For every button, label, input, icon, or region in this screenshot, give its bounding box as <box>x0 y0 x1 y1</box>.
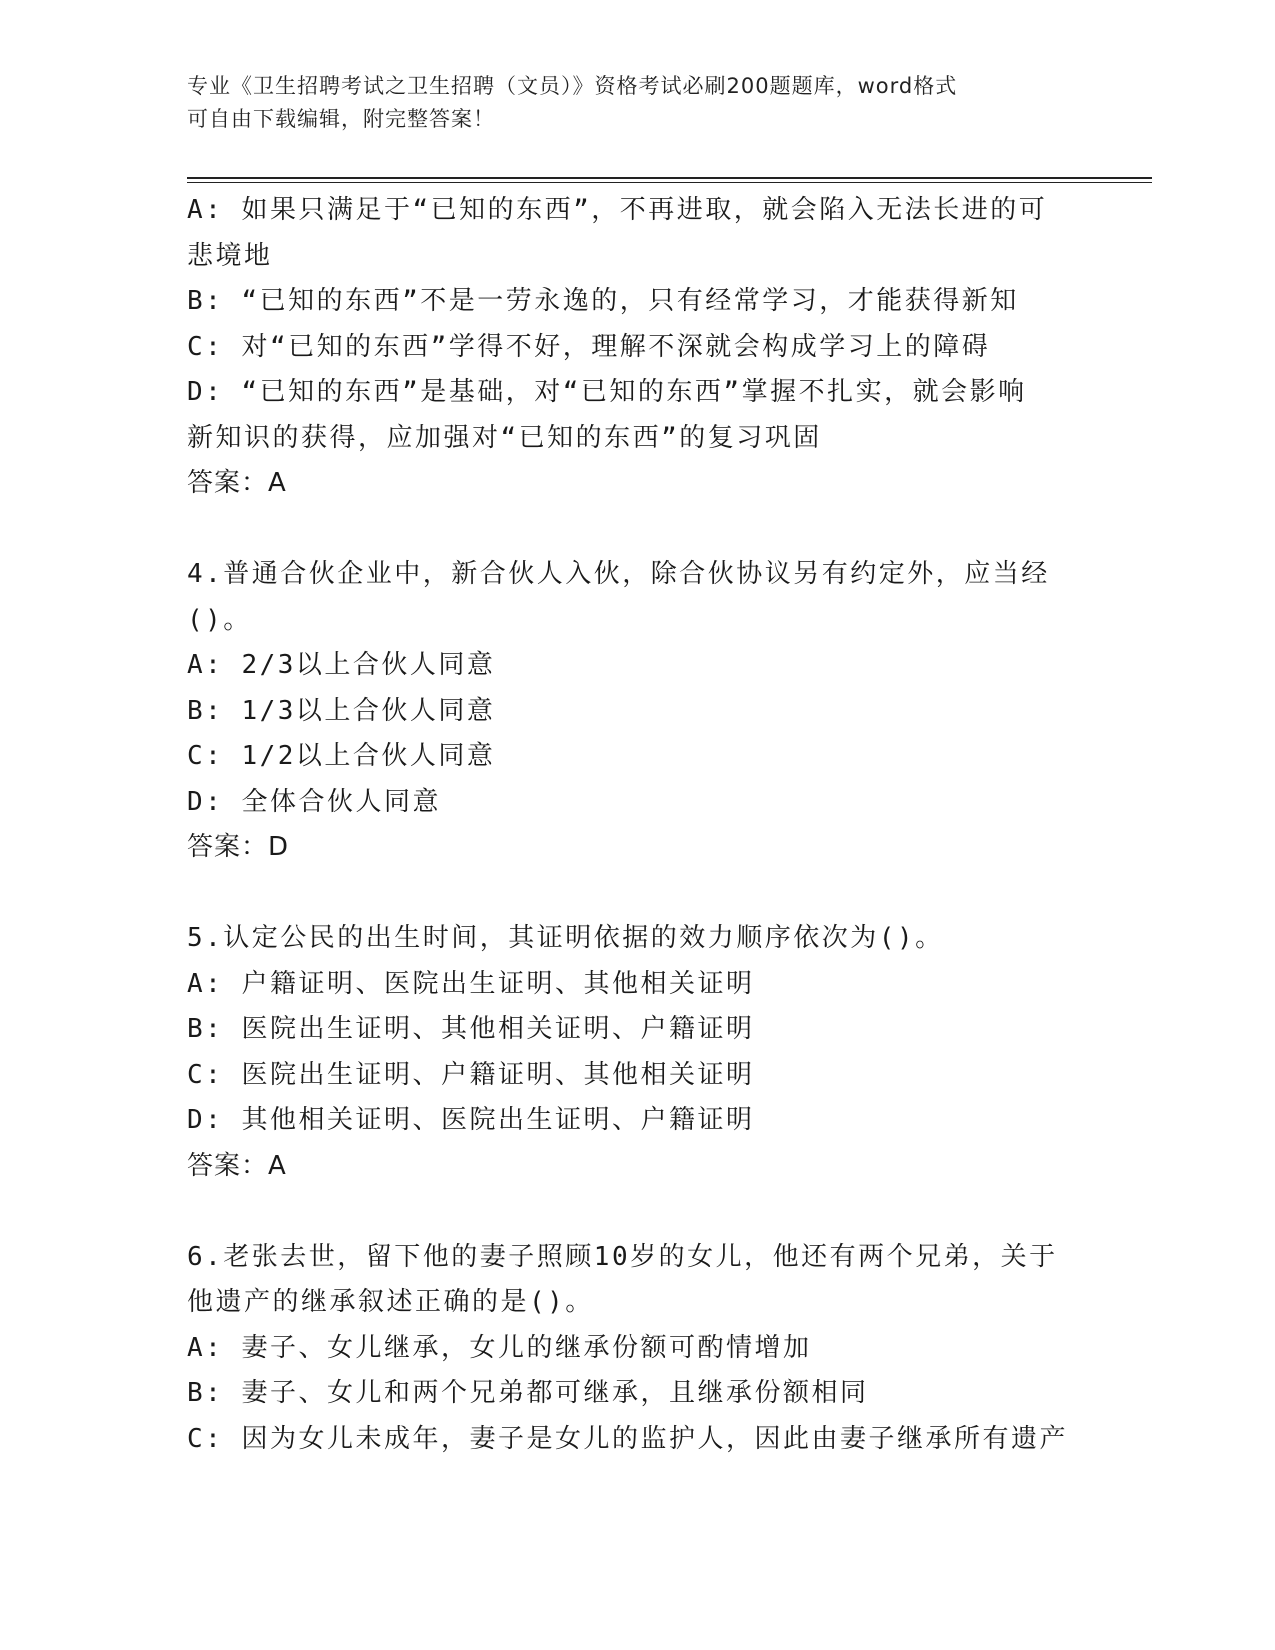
document-header <box>187 70 1067 136</box>
header-title-line-2: 可自由下载编辑，附完整答案！ <box>187 107 495 131</box>
q3-option-b: B: “已知的东西”不是一劳永逸的，只有经常学习，才能获得新知 <box>187 286 1019 316</box>
q4-option-c: C: 1/2以上合伙人同意 <box>187 741 496 771</box>
q6-option-c: C: 因为女儿未成年，妻子是女儿的监护人，因此由妻子继承所有遗产 <box>187 1423 1068 1454</box>
spacer <box>187 507 1087 553</box>
q4-answer: 答案：D <box>187 832 290 862</box>
spacer <box>187 1189 1087 1235</box>
q3-option-c: C: 对“已知的东西”学得不好，理解不深就会构成学习上的障碍 <box>187 331 991 362</box>
q4-stem-line-1: 4.普通合伙企业中，新合伙人入伙，除合伙协议另有约定外，应当经 <box>187 559 1050 589</box>
spacer <box>187 871 1087 917</box>
question-3-block <box>187 188 1087 507</box>
q6-option-b: B: 妻子、女儿和两个兄弟都可继承，且继承份额相同 <box>187 1378 869 1408</box>
document-body <box>187 188 1087 1462</box>
q6-stem-line-1: 6.老张去世，留下他的妻子照顾10岁的女儿，他还有两个兄弟，关于 <box>187 1241 1058 1272</box>
q3-option-a-line-2: 悲境地 <box>187 240 273 271</box>
q3-option-d-line-1: D: “已知的东西”是基础，对“已知的东西”掌握不扎实，就会影响 <box>187 377 1027 407</box>
q4-option-b: B: 1/3以上合伙人同意 <box>187 695 496 726</box>
q3-option-d-line-2: 新知识的获得，应加强对“已知的东西”的复习巩固 <box>187 422 822 453</box>
q5-option-b: B: 医院出生证明、其他相关证明、户籍证明 <box>187 1014 755 1044</box>
q5-option-a: A: 户籍证明、医院出生证明、其他相关证明 <box>187 968 755 999</box>
header-rule-thick <box>187 177 1152 179</box>
q6-option-a: A: 妻子、女儿继承，女儿的继承份额可酌情增加 <box>187 1332 812 1363</box>
question-5-block <box>187 916 1087 1189</box>
q5-option-d: D: 其他相关证明、医院出生证明、户籍证明 <box>187 1105 755 1135</box>
q3-option-a-line-1: A: 如果只满足于“已知的东西”，不再进取，就会陷入无法长进的可 <box>187 195 1048 225</box>
q5-answer: 答案：A <box>187 1150 287 1181</box>
header-rule-thin <box>187 182 1152 183</box>
q6-stem-line-2: 他遗产的继承叙述正确的是()。 <box>187 1287 594 1317</box>
q3-answer: 答案：A <box>187 468 287 498</box>
question-6-block <box>187 1235 1087 1463</box>
question-4-block <box>187 552 1087 871</box>
q4-stem-line-2: ()。 <box>187 604 252 635</box>
q4-option-a: A: 2/3以上合伙人同意 <box>187 650 496 680</box>
q5-option-c: C: 医院出生证明、户籍证明、其他相关证明 <box>187 1059 755 1090</box>
q4-option-d: D: 全体合伙人同意 <box>187 786 441 817</box>
q5-stem: 5.认定公民的出生时间，其证明依据的效力顺序依次为()。 <box>187 923 944 953</box>
header-title-line-1: 专业《卫生招聘考试之卫生招聘（文员）》资格考试必刷200题题库，word格式 <box>187 74 958 98</box>
